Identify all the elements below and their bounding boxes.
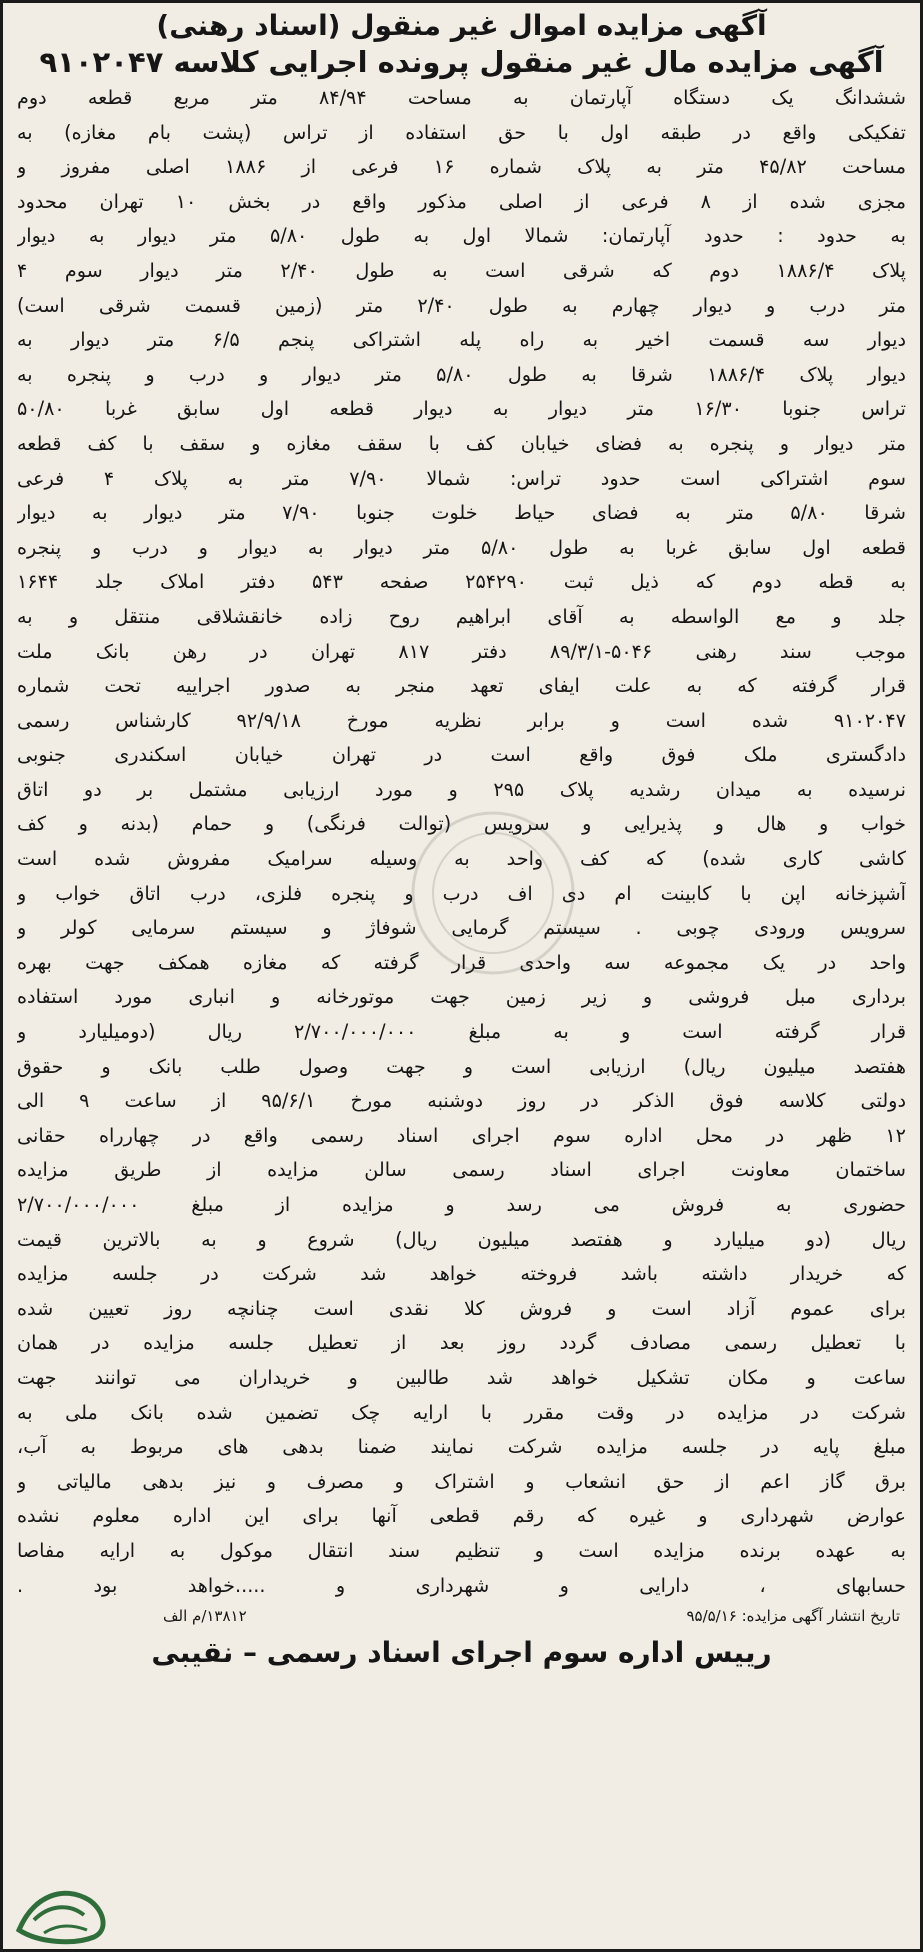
body-line: تراس جنوبا ۱۶/۳۰ متر دیوار به دیوار قطعه اول سابق غربا ۵۰/۸۰ xyxy=(17,397,906,421)
notice-body xyxy=(17,81,906,1603)
signature-line: رییس اداره سوم اجرای اسناد رسمی – نقیبی xyxy=(151,1636,772,1670)
body-line: برق گاز اعم از حق انشعاب و اشتراک و مصرف و نیز بدهی مالیاتی و xyxy=(17,1469,906,1493)
body-line: دیوار سه قسمت اخیر به راه پله اشتراکی پنجم ۶/۵ متر دیوار به xyxy=(17,328,906,352)
body-line: قرار گرفته که به علت ایفای تعهد منجر به صدور اجراییه تحت شماره xyxy=(17,674,906,698)
body-line: ششدانگ یک دستگاه آپارتمان به مساحت ۸۴/۹۴ متر مربع قطعه دوم xyxy=(17,86,906,109)
body-line: تفکیکی واقع در طبقه اول با حق استفاده از تراس (پشت بام مغازه) به xyxy=(17,120,906,144)
body-line: مبلغ پایه در جلسه مزایده شرکت نمایند ضمنا بدهی های مربوط به آب، xyxy=(17,1435,906,1459)
body-line: جلد و مع الواسطه به آقای ابراهیم روح زاده خانقشلاقی منتقل و به xyxy=(17,604,906,628)
body-line: ۱۲ ظهر در محل اداره سوم اجرای اسناد رسمی واقع در چهارراه حقانی xyxy=(17,1123,906,1147)
body-line: سوم اشتراکی است حدود تراس: شمالا ۷/۹۰ متر به پلاک ۴ فرعی xyxy=(17,466,906,490)
body-line: متر درب و دیوار چهارم به طول ۲/۴۰ متر (زمین قسمت شرقی است) xyxy=(17,293,906,317)
body-line: ۹۱۰۲۰۴۷ شده است و برابر نظریه مورخ ۹۲/۹/۱۸ کارشناس رسمی xyxy=(17,708,906,732)
publication-info xyxy=(17,1605,906,1627)
body-line: عوارض شهرداری و غیره که رقم قطعی آنها برای این اداره معلوم نشده xyxy=(17,1504,906,1528)
body-line: قطعه اول سابق غربا به طول ۵/۸۰ متر دیوار به دیوار و درب و پنجره xyxy=(17,535,906,559)
body-line: که خریدار داشته باشد فروخته خواهد شد شرکت در جلسه مزایده xyxy=(17,1262,906,1286)
body-line: حضوری به فروش می رسد و مزایده از مبلغ ۲/۷۰۰/۰۰۰/۰۰۰ xyxy=(17,1193,906,1216)
body-line: برای عموم آزاد است و فروش کلا نقدی است چنانچه روز تعیین شده xyxy=(17,1296,906,1320)
body-line: شرقا ۵/۸۰ متر به فضای حیاط خلوت جنوبا ۷/۹۰ متر دیوار به دیوار xyxy=(17,501,906,525)
body-line: برداری مبل فروشی و زیر زمین جهت موتورخانه و انباری مورد استفاده xyxy=(17,985,906,1009)
body-line: مساحت ۴۵/۸۲ متر به پلاک شماره ۱۶ فرعی از ۱۸۸۶ اصلی مفروز و xyxy=(17,155,906,179)
publish-date: تاریخ انتشار آگهی مزایده: ۹۵/۵/۱۶ xyxy=(686,1607,900,1626)
body-line: خواب و هال و پذیرایی و سرویس (توالت فرنگی) و حمام (بدنه و کف xyxy=(17,812,906,836)
seal-icon xyxy=(9,1875,119,1945)
body-line: دولتی کلاسه فوق الذکر در روز دوشنبه مورخ ۹۵/۶/۱ از ساعت ۹ الی xyxy=(17,1089,906,1113)
body-line: دیوار پلاک ۱۸۸۶/۴ شرقا به طول ۵/۸۰ متر دیوار و درب و پنجره به xyxy=(17,362,906,386)
body-line: شرکت در مزایده در وقت مقرر با ارایه چک تضمین شده بانک ملی به xyxy=(17,1400,906,1424)
body-line: قرار گرفته است و به مبلغ ۲/۷۰۰/۰۰۰/۰۰۰ ریال (دومیلیارد و xyxy=(17,1020,906,1044)
body-line: نرسیده به میدان رشدیه پلاک ۲۹۵ و مورد ارزیابی مشتمل بر دو اتاق xyxy=(17,777,906,801)
notice-subtitle: آگهی مزایده مال غیر منقول پرونده اجرایی کلاسه ۹۱۰۲۰۴۷ xyxy=(39,45,884,79)
body-line: مجزی شده از ۸ فرعی از اصلی مذکور واقع در بخش ۱۰ تهران محدود xyxy=(17,189,906,213)
body-line: آشپزخانه اپن با کابینت ام دی اف درب و پنجره فلزی، درب اتاق خواب و xyxy=(17,881,906,905)
body-line: حسابهای ، دارایی و شهرداری و .....خواهد بود . xyxy=(17,1573,906,1597)
body-line: به حدود : حدود آپارتمان: شمالا اول به طول ۵/۸۰ متر دیوار به دیوار xyxy=(17,224,906,248)
body-line: ساعت و مکان تشکیل خواهد شد طالبین و خریداران می توانند جهت xyxy=(17,1365,906,1389)
body-line: متر دیوار و پنجره به فضای خیابان کف با سقف مغازه و سقف با کف قطعه xyxy=(17,431,906,455)
body-line: دادگستری ملک فوق واقع است در تهران خیابان اسکندری جنوبی xyxy=(17,743,906,767)
body-line: کاشی کاری شده) که کف واحد به وسیله سرامیک مفروش شده است xyxy=(17,847,906,871)
body-line: به قطه دوم که ذیل ثبت ۲۵۴۲۹۰ صفحه ۵۴۳ دفتر املاک جلد ۱۶۴۴ xyxy=(17,570,906,594)
reference-number: ۱۳۸۱۲/م الف xyxy=(163,1607,247,1626)
body-line: سرویس ورودی چوبی . سیستم گرمایی شوفاژ و سیستم سرمایی کولر و xyxy=(17,916,906,940)
body-line: پلاک ۱۸۸۶/۴ دوم که شرقی است به طول ۲/۴۰ متر دیوار سوم ۴ xyxy=(17,258,906,282)
body-line: به عهده برنده مزایده است و تنظیم سند انتقال موکول به ارایه مفاصا xyxy=(17,1538,906,1562)
body-line: ریال (دو میلیارد و هفتصد میلیون ریال) شروع و به بالاترین قیمت xyxy=(17,1227,906,1251)
notice-title: آگهی مزایده اموال غیر منقول (اسناد رهنی) xyxy=(156,9,767,42)
body-line: با تعطیل رسمی مصادف گردد روز بعد از تعطیل جلسه مزایده در همان xyxy=(17,1331,906,1355)
body-line: هفتصد میلیون ریال) ارزیابی است و جهت وصول طلب بانک و حقوق xyxy=(17,1054,906,1078)
body-line: موجب سند رهنی ۵۰۴۶-۸۹/۳/۱ دفتر ۸۱۷ تهران در رهن بانک ملت xyxy=(17,639,906,663)
body-line: واحد در یک مجموعه سه واحدی قرار گرفته که مغازه همکف جهت بهره xyxy=(17,950,906,974)
body-line: ساختمان معاونت اجرای اسناد رسمی سالن مزایده از طریق مزایده xyxy=(17,1158,906,1182)
